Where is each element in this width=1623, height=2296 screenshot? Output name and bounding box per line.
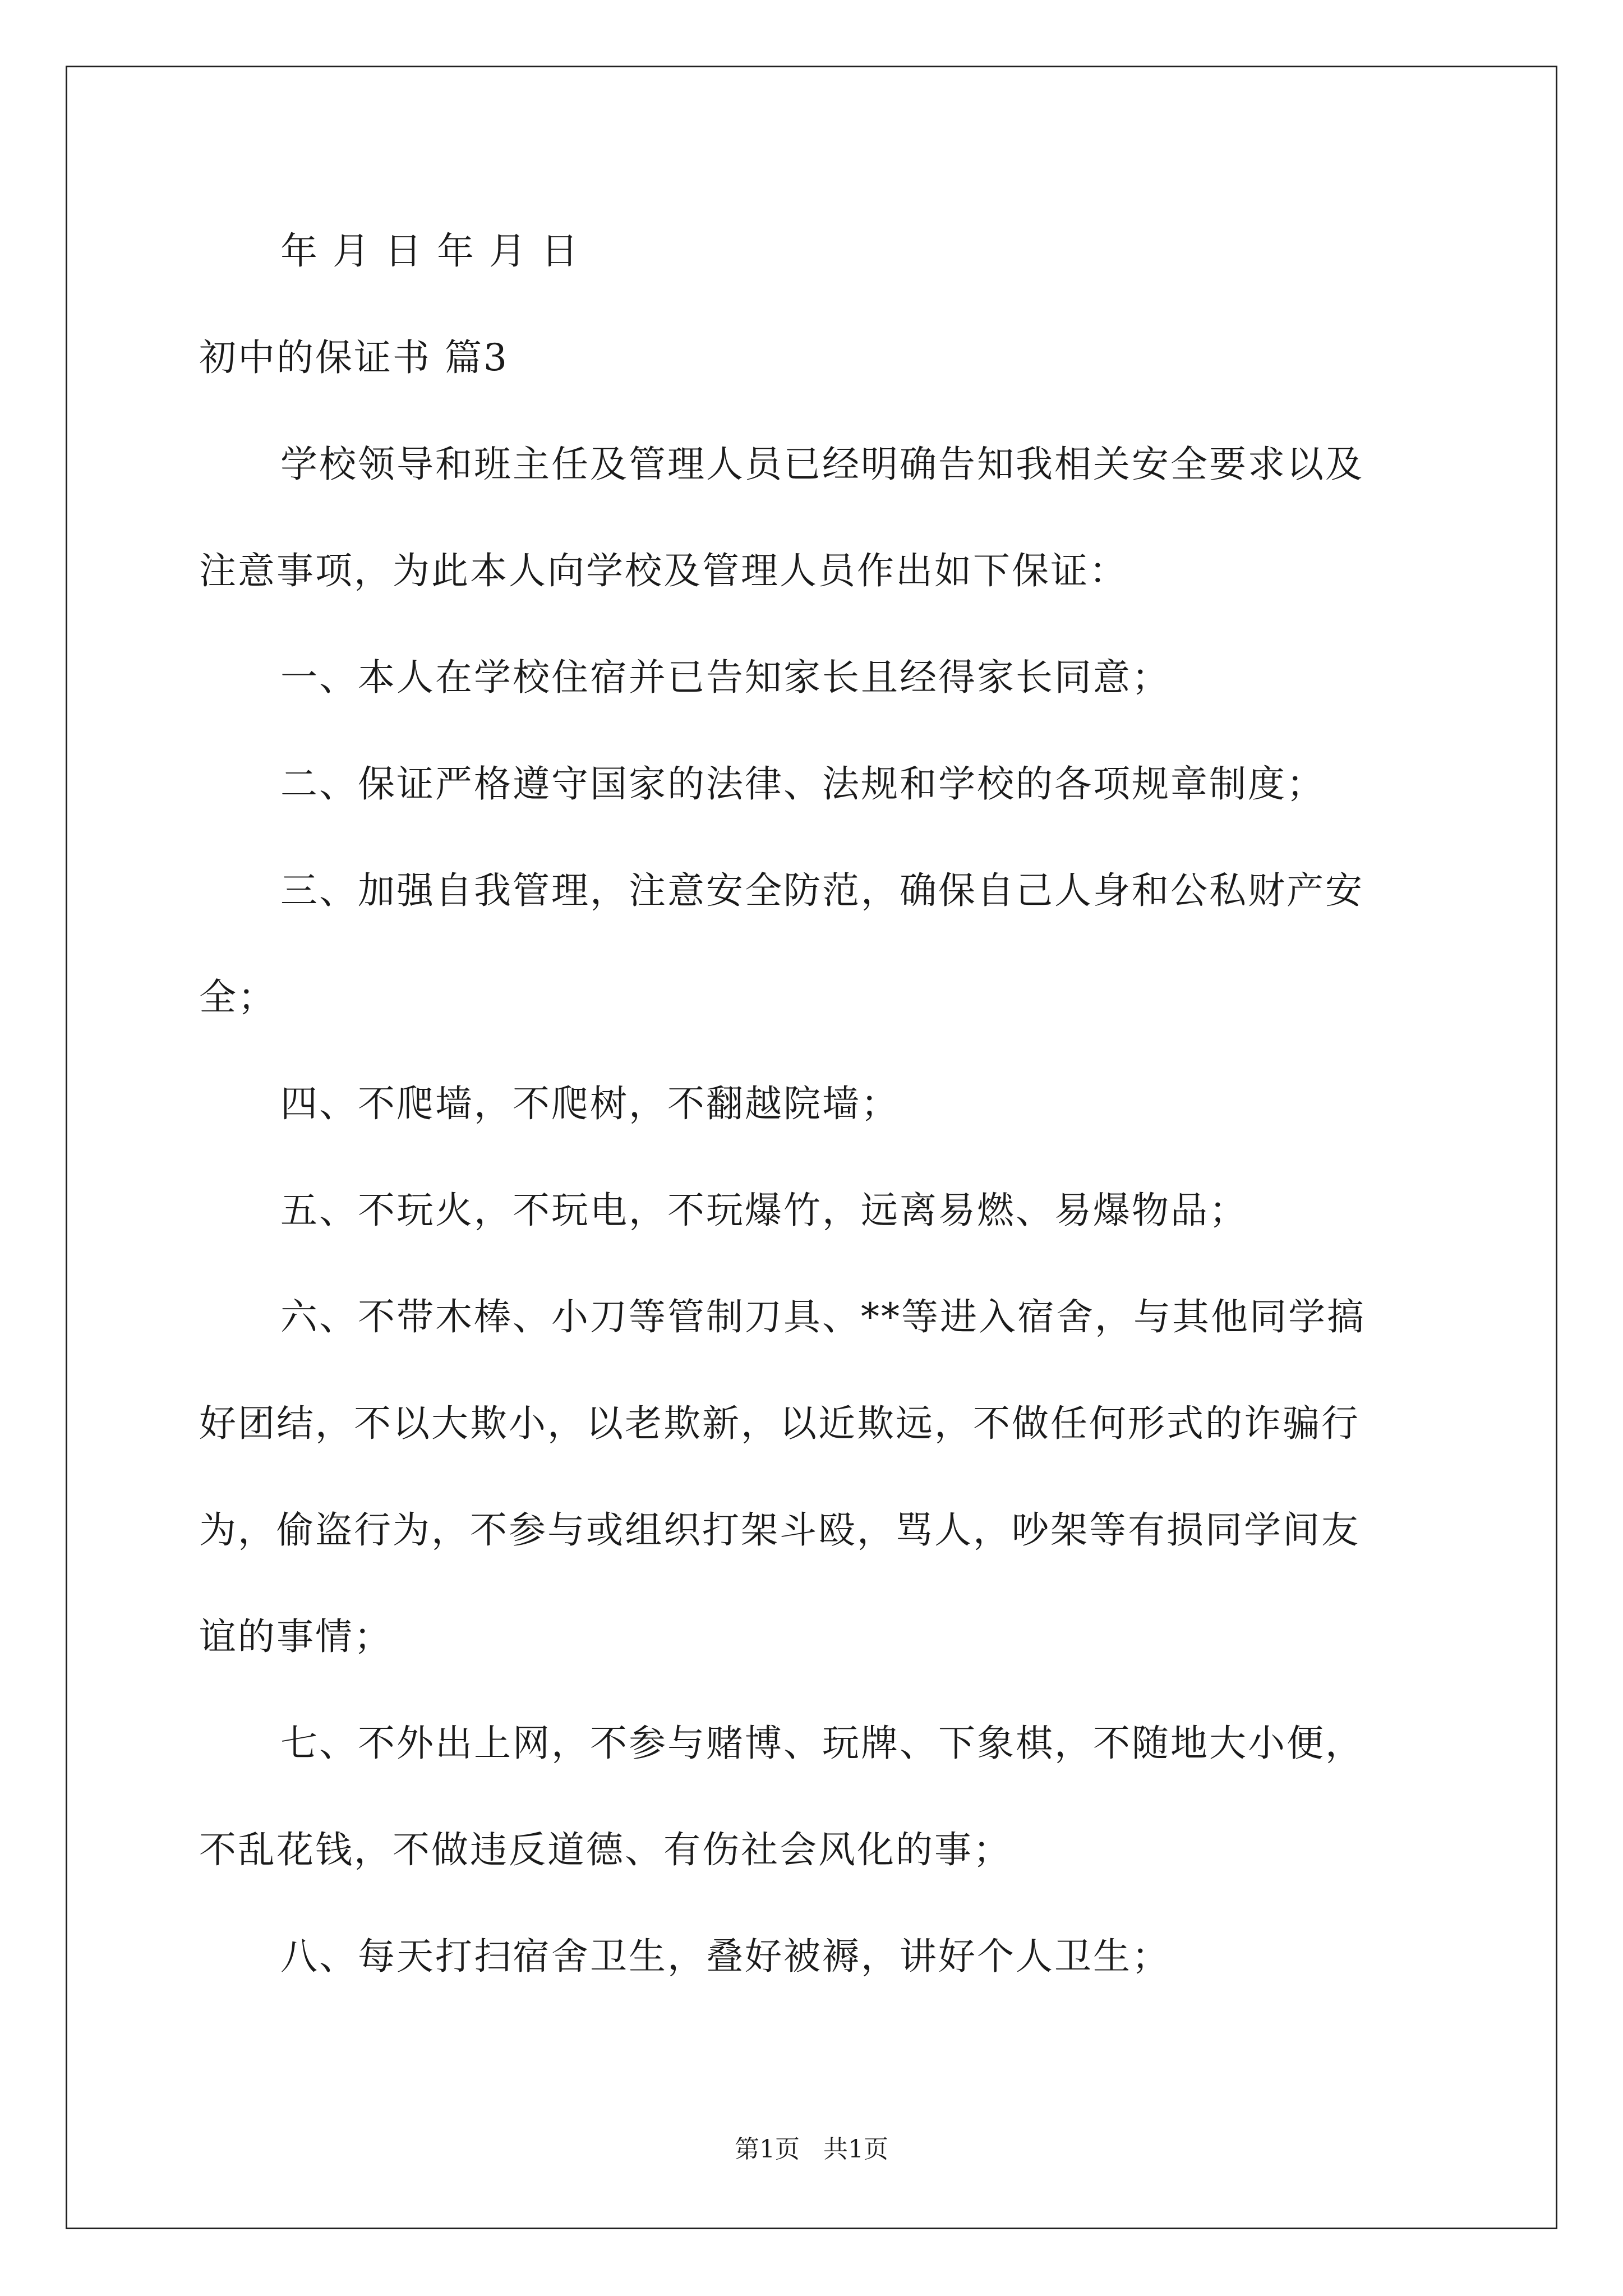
page-frame: [66, 66, 1557, 2229]
paragraph-line: 七、不外出上网，不参与赌博、玩牌、下象棋，不随地大小便，: [280, 1722, 1364, 1765]
paragraph-line: 好团结，不以大欺小，以老欺新，以近欺远，不做任何形式的诈骗行: [199, 1402, 1360, 1445]
paragraph-line: 三、加强自我管理，注意安全防范，确保自己人身和公私财产安: [280, 869, 1364, 912]
pledge-item-4: 四、不爬墙，不爬树，不翻越院墙；: [280, 1082, 900, 1125]
pledge-item-8: 八、每天打扫宿舍卫生，叠好被褥，讲好个人卫生；: [280, 1935, 1170, 1978]
paragraph-line: 为，偷盗行为，不参与或组织打架斗殴，骂人，吵架等有损同学间友: [199, 1508, 1360, 1552]
paragraph-line: 注意事项，为此本人向学校及管理人员作出如下保证：: [199, 549, 1128, 592]
paragraph-line: 谊的事情；: [199, 1615, 393, 1658]
page-number-footer: 第1页 共1页: [735, 2135, 888, 2164]
pledge-item-1: 一、本人在学校住宿并已告知家长且经得家长同意；: [280, 656, 1170, 699]
section-title: 初中的保证书 篇3: [199, 336, 509, 379]
paragraph-line: 六、不带木棒、小刀等管制刀具、**等进入宿舍，与其他同学搞: [280, 1295, 1366, 1338]
date-line: 年 月 日 年 月 日: [280, 229, 580, 273]
paragraph-line: 全；: [199, 976, 276, 1019]
pledge-item-2: 二、保证严格遵守国家的法律、法规和学校的各项规章制度；: [280, 762, 1325, 806]
paragraph-line: 不乱花钱，不做违反道德、有伤社会风化的事；: [199, 1828, 1012, 1871]
pledge-item-5: 五、不玩火，不玩电，不玩爆竹，远离易燃、易爆物品；: [280, 1189, 1248, 1232]
paragraph-line: 学校领导和班主任及管理人员已经明确告知我相关安全要求以及: [280, 443, 1364, 486]
